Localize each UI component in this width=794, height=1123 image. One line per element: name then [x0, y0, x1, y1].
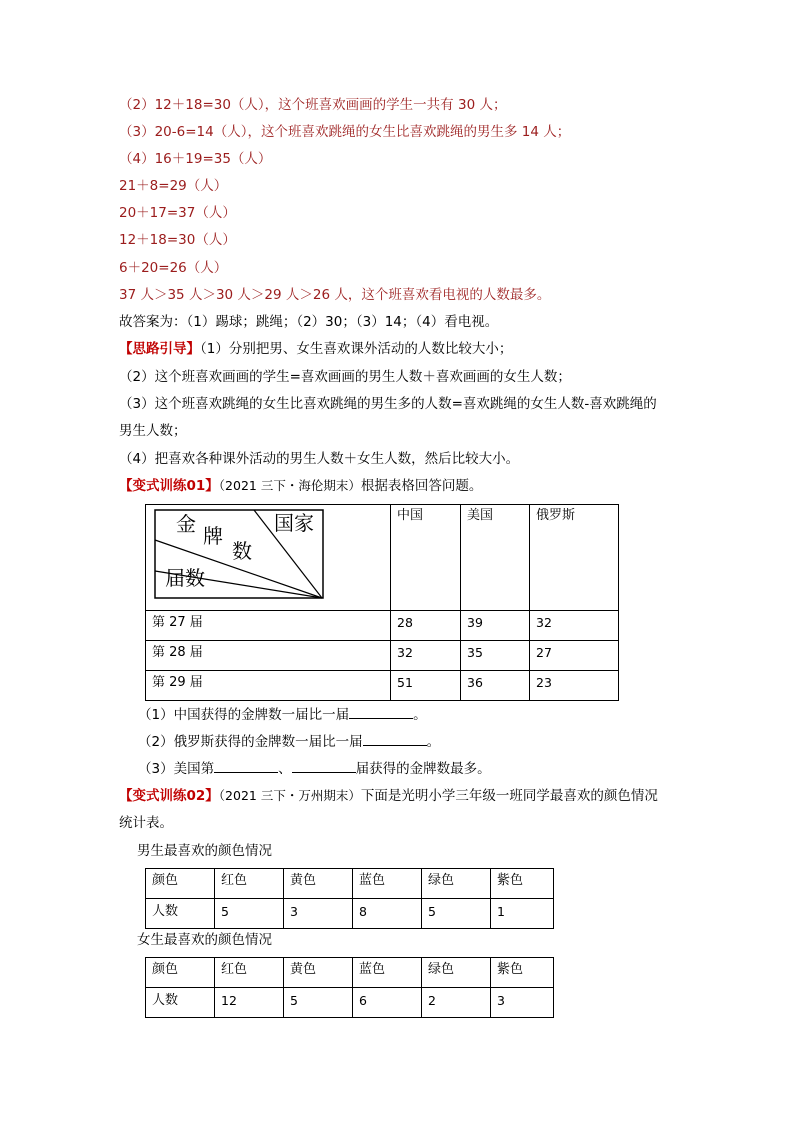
question-1 — [138, 704, 427, 725]
cell: 8 — [353, 899, 422, 929]
boys-table-title: 男生最喜欢的颜色情况 — [137, 843, 272, 859]
exercise-1-source: （2021 三下・海伦期末） — [218, 478, 361, 493]
punctuation: 、 — [278, 761, 292, 777]
boys-color-table — [145, 868, 554, 929]
row-label: 第 29 届 — [146, 671, 391, 701]
cell: 3 — [491, 988, 554, 1018]
hint-line: 男生人数； — [119, 423, 187, 439]
cell: 5 — [215, 899, 284, 929]
table-row — [146, 641, 619, 671]
punctuation: 。 — [426, 734, 441, 750]
cell: 5 — [284, 988, 353, 1018]
diagonal-session-label: 届数 — [165, 566, 205, 590]
solution-line: 6＋20=26（人） — [119, 260, 228, 276]
header-cell: 蓝色 — [353, 869, 422, 899]
header-cell: 绿色 — [422, 958, 491, 988]
cell: 28 — [391, 611, 461, 641]
exercise-2-heading — [119, 786, 658, 806]
punctuation: 。 — [413, 707, 427, 723]
header-cell: 红色 — [215, 958, 284, 988]
diagonal-word-2: 牌 — [203, 524, 223, 548]
diagonal-header-cell — [146, 505, 391, 611]
header-cell: 蓝色 — [353, 958, 422, 988]
header-cell: 紫色 — [491, 869, 554, 899]
diagonal-country-label: 国家 — [274, 511, 314, 535]
exercise-1-prompt: 根据表格回答问题。 — [360, 478, 483, 494]
cell: 5 — [422, 899, 491, 929]
row-label: 第 28 届 — [146, 641, 391, 671]
question-text: 届获得的金牌数最多。 — [355, 761, 491, 777]
answer-blank[interactable] — [363, 731, 427, 746]
cell: 23 — [530, 671, 619, 701]
solution-line: 21＋8=29（人） — [119, 178, 228, 194]
hint-line — [119, 339, 512, 359]
hint-line: （4）把喜欢各种课外活动的男生人数＋女生人数，然后比较大小。 — [119, 451, 520, 467]
solution-line: （4）16＋19=35（人） — [119, 151, 272, 167]
header-cell: 中国 — [391, 505, 461, 611]
answer-line: 故答案为：（1）踢球；跳绳；（2）30；（3）14；（4）看电视。 — [119, 314, 499, 330]
diagonal-word-3: 数 — [232, 539, 252, 563]
hint-line: （2）这个班喜欢画画的学生=喜欢画画的男生人数＋喜欢画画的女生人数； — [119, 369, 571, 385]
cell: 3 — [284, 899, 353, 929]
hint-line: （3）这个班喜欢跳绳的女生比喜欢跳绳的男生多的人数=喜欢跳绳的女生人数-喜欢跳绳的 — [119, 396, 657, 412]
solution-line: 20＋17=37（人） — [119, 205, 236, 221]
cell: 1 — [491, 899, 554, 929]
header-cell: 红色 — [215, 869, 284, 899]
row-label: 人数 — [146, 899, 215, 929]
table-row — [146, 988, 554, 1018]
cell: 27 — [530, 641, 619, 671]
medal-table — [145, 504, 619, 701]
header-cell: 美国 — [461, 505, 530, 611]
table-row — [146, 899, 554, 929]
answer-blank[interactable] — [214, 758, 278, 773]
question-text: （1）中国获得的金牌数一届比一届 — [138, 707, 350, 723]
answer-blank[interactable] — [349, 704, 413, 719]
cell: 6 — [353, 988, 422, 1018]
table-row — [146, 611, 619, 641]
table-header-row — [146, 869, 554, 899]
answer-blank[interactable] — [292, 758, 356, 773]
cell: 12 — [215, 988, 284, 1018]
table-header-row — [146, 958, 554, 988]
header-cell: 紫色 — [491, 958, 554, 988]
girls-color-table — [145, 957, 554, 1018]
cell: 35 — [461, 641, 530, 671]
cell: 32 — [530, 611, 619, 641]
header-cell: 黄色 — [284, 869, 353, 899]
girls-table-title: 女生最喜欢的颜色情况 — [137, 932, 272, 948]
header-cell: 颜色 — [146, 869, 215, 899]
row-label: 第 27 届 — [146, 611, 391, 641]
header-cell: 俄罗斯 — [530, 505, 619, 611]
exercise-2-prompt: 下面是光明小学三年级一班同学最喜欢的颜色情况 — [360, 788, 658, 804]
table-row — [146, 671, 619, 701]
hint-tag: 【思路引导】 — [119, 341, 200, 357]
cell: 39 — [461, 611, 530, 641]
question-2 — [138, 731, 440, 752]
exercise-2-source: （2021 三下・万州期末） — [218, 788, 361, 803]
header-cell: 黄色 — [284, 958, 353, 988]
exercise-1-tag: 【变式训练01】 — [119, 478, 219, 494]
hint-text: （1）分别把男、女生喜欢课外活动的人数比较大小； — [200, 341, 513, 357]
exercise-1-heading — [119, 476, 482, 496]
header-cell: 颜色 — [146, 958, 215, 988]
cell: 32 — [391, 641, 461, 671]
header-cell: 绿色 — [422, 869, 491, 899]
solution-line: （3）20-6=14（人），这个班喜欢跳绳的女生比喜欢跳绳的男生多 14 人； — [119, 124, 571, 140]
cell: 51 — [391, 671, 461, 701]
exercise-2-prompt-cont: 统计表。 — [119, 815, 173, 831]
row-label: 人数 — [146, 988, 215, 1018]
question-3 — [138, 758, 491, 779]
question-text: （3）美国第 — [138, 761, 215, 777]
solution-line: 37 人＞35 人＞30 人＞29 人＞26 人，这个班喜欢看电视的人数最多。 — [119, 287, 551, 303]
solution-line: 12＋18=30（人） — [119, 232, 236, 248]
question-text: （2）俄罗斯获得的金牌数一届比一届 — [138, 734, 363, 750]
exercise-2-tag: 【变式训练02】 — [119, 788, 219, 804]
solution-line: （2）12＋18=30（人），这个班喜欢画画的学生一共有 30 人； — [119, 97, 507, 113]
diagonal-word-1: 金 — [176, 512, 196, 536]
cell: 2 — [422, 988, 491, 1018]
cell: 36 — [461, 671, 530, 701]
